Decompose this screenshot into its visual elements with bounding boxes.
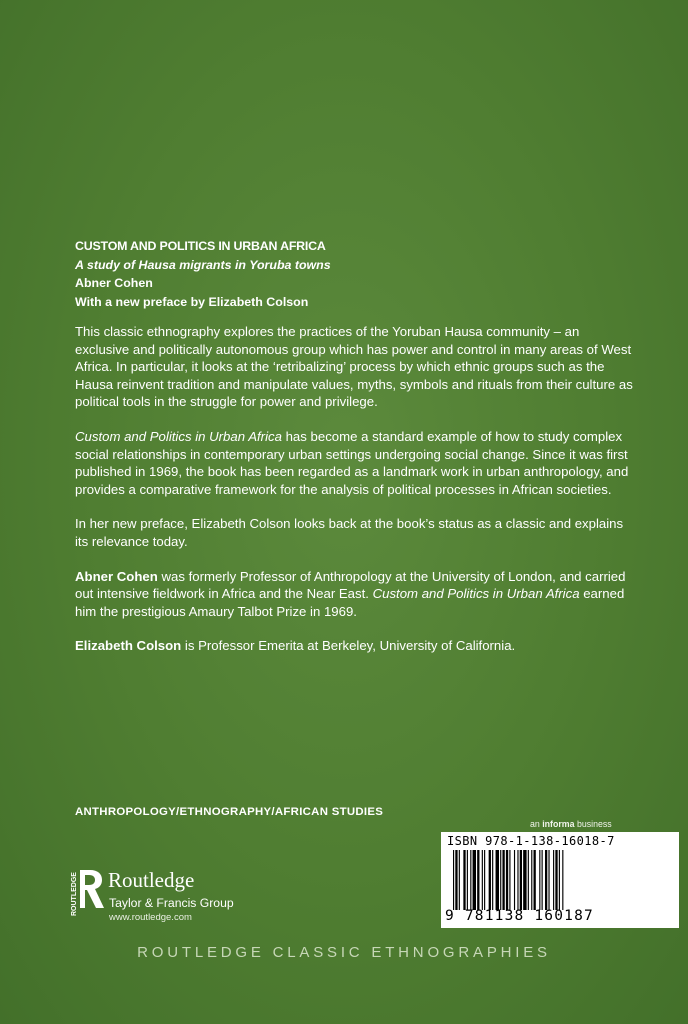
barcode-bar <box>459 850 460 910</box>
barcode-bar <box>455 850 457 910</box>
barcode-bar <box>502 850 504 910</box>
barcode-bar <box>528 850 529 910</box>
author-bio-name: Abner Cohen <box>75 568 158 584</box>
author-bio-book-title: Custom and Politics in Urban Africa <box>372 586 580 602</box>
preface-author-text: is Professor Emerita at Berkeley, University of California. <box>181 638 516 654</box>
logo-vertical-text: ROUTLEDGE <box>71 872 78 916</box>
informa-suffix: business <box>574 819 612 829</box>
publisher-name: Routledge <box>108 868 195 892</box>
barcode-bar <box>492 850 493 910</box>
publisher-url: www.routledge.com <box>109 912 192 923</box>
barcode-bar <box>477 850 479 910</box>
series-title: ROUTLEDGE CLASSIC ETHNOGRAPHIES <box>137 944 551 961</box>
informa-brand: informa <box>542 819 575 829</box>
isbn-barcode <box>441 832 679 928</box>
barcode-bar <box>470 850 471 910</box>
author-bio <box>75 568 635 621</box>
barcode-bar <box>517 850 518 910</box>
barcode-bar <box>514 850 515 910</box>
barcode-bar <box>467 850 468 910</box>
author-bio-text-1: was formerly Professor of Anthropology at the University of London, and carried out intensive fieldwork in Africa and the Near East. <box>75 568 626 602</box>
barcode-bar <box>555 850 557 910</box>
barcode-bar <box>520 850 522 910</box>
subject-category: ANTHROPOLOGY/ETHNOGRAPHY/AFRICAN STUDIES <box>75 806 384 818</box>
barcode-bar <box>500 850 501 910</box>
barcode-bar <box>482 850 483 910</box>
preface-note: With a new preface by Elizabeth Colson <box>75 294 309 309</box>
isbn-digits: 9 781138 160187 <box>445 908 594 924</box>
informa-business-tag <box>530 819 612 829</box>
barcode-bar <box>463 850 465 910</box>
barcode-bar <box>484 850 485 910</box>
publisher-group: Taylor & Francis Group <box>109 896 234 910</box>
barcode-bars <box>453 850 667 910</box>
preface-author-bio <box>75 637 635 655</box>
blurb-paragraph-2 <box>75 428 635 498</box>
book-heading <box>75 237 635 311</box>
routledge-r-icon <box>66 866 106 918</box>
barcode-bar <box>523 850 526 910</box>
barcode-bar <box>509 850 510 910</box>
barcode-bar <box>553 850 554 910</box>
barcode-bar <box>473 850 476 910</box>
book-subtitle: A study of Hausa migrants in Yoruba towns <box>75 257 331 272</box>
barcode-bar <box>531 850 532 910</box>
barcode-bar <box>539 850 540 910</box>
blurb-paragraph-2-text: has become a standard example of how to study complex social relationships in contemporary urban settings undergoing social change. Since it was first published in 1969, the book has been regarded as a landmark work in urban anthropology, and provides a comparative framework for the analysis of political processes in African societies. <box>75 428 629 497</box>
barcode-bar <box>534 850 536 910</box>
publisher-logo <box>66 866 266 926</box>
blurb-paragraph-1: This classic ethnography explores the practices of the Yoruban Hausa community – an exclusive and politically autonomous group which has power and control in many areas of West Africa. In particular, it looks at the ‘retribalizing’ process by which ethnic groups such as the Hausa reinvent tradition and manipulate values, myths, symbols and rituals from their culture as political tools in the struggle for power and privilege. <box>75 324 633 410</box>
barcode-bar <box>542 850 543 910</box>
barcode-bar <box>496 850 499 910</box>
informa-prefix: an <box>530 819 543 829</box>
blurb-paragraph-3: In her new preface, Elizabeth Colson looks back at the book’s status as a classic and explains its relevance today. <box>75 516 624 549</box>
isbn-label: ISBN 978-1-138-16018-7 <box>447 834 615 848</box>
book-title-italic: Custom and Politics in Urban Africa <box>75 428 282 444</box>
barcode-bar <box>506 850 508 910</box>
author-bio-text-2: earned him the prestigious Amaury Talbot Prize in 1969. <box>75 586 625 619</box>
preface-author-name: Elizabeth Colson <box>75 638 182 654</box>
book-author: Abner Cohen <box>75 276 153 290</box>
barcode-bar <box>453 850 454 910</box>
blurb <box>75 323 635 672</box>
barcode-bar <box>559 850 560 910</box>
barcode-bar <box>562 850 563 910</box>
barcode-bar <box>545 850 547 910</box>
barcode-bar <box>548 850 549 910</box>
barcode-bar <box>489 850 491 910</box>
book-title: CUSTOM AND POLITICS IN URBAN AFRICA <box>75 239 326 253</box>
